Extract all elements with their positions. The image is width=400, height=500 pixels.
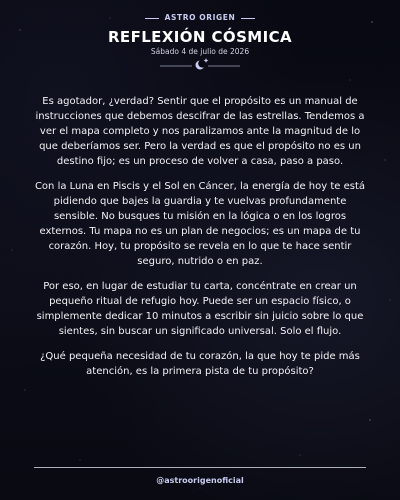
paragraph-2: Con la Luna en Piscis y el Sol en Cáncer, la energía de hoy te está pidiendo que bajes la guardia y te vuelvas profundamente sensible. No busques tu misión en la lógica o en los logros externos. Tu mapa no es un plan de negocios; es un mapa de tu corazón. Hoy, tu propósito se revela en lo que te hace sentir seguro, nutrido o en paz.	[34, 181, 366, 267]
social-handle[interactable]: @astroorigenoficial	[156, 476, 244, 485]
paragraph-4: ¿Qué pequeña necesidad de tu corazón, la que hoy te pide más atención, es la primera pista de tu propósito?	[40, 351, 360, 377]
post-body	[32, 94, 368, 389]
brand-line-right	[241, 18, 255, 19]
paragraph-3: Por eso, en lugar de estudiar tu carta, concéntrate en crear un pequeño ritual de refugio hoy. Puede ser un espacio físico, o simplemente dedicar 10 minutos a escribir sin juicio sobre lo que sientes, sin buscar un significado universal. Solo el flujo.	[36, 281, 364, 337]
post-header	[0, 12, 400, 57]
brand-row	[0, 12, 400, 24]
brand-name: ASTRO ORIGEN	[164, 13, 236, 22]
paragraph-1: Es agotador, ¿verdad? Sentir que el propósito es un manual de instrucciones que debemos descifrar de las estrellas. Tendemos a ver el mapa completo y nos paralizamos ante la magnitud de lo que deberíamos ser. Pero la verdad es que el propósito no es un destino fijo; es un proceso de volver a casa, paso a paso.	[35, 96, 365, 167]
post-title: REFLEXIÓN CÓSMICA	[107, 28, 292, 46]
post-date: Sábado 4 de julio de 2026	[150, 47, 250, 56]
crescent-moon-star-icon	[160, 55, 240, 73]
brand-line-left	[145, 18, 159, 19]
footer-divider	[34, 467, 366, 468]
